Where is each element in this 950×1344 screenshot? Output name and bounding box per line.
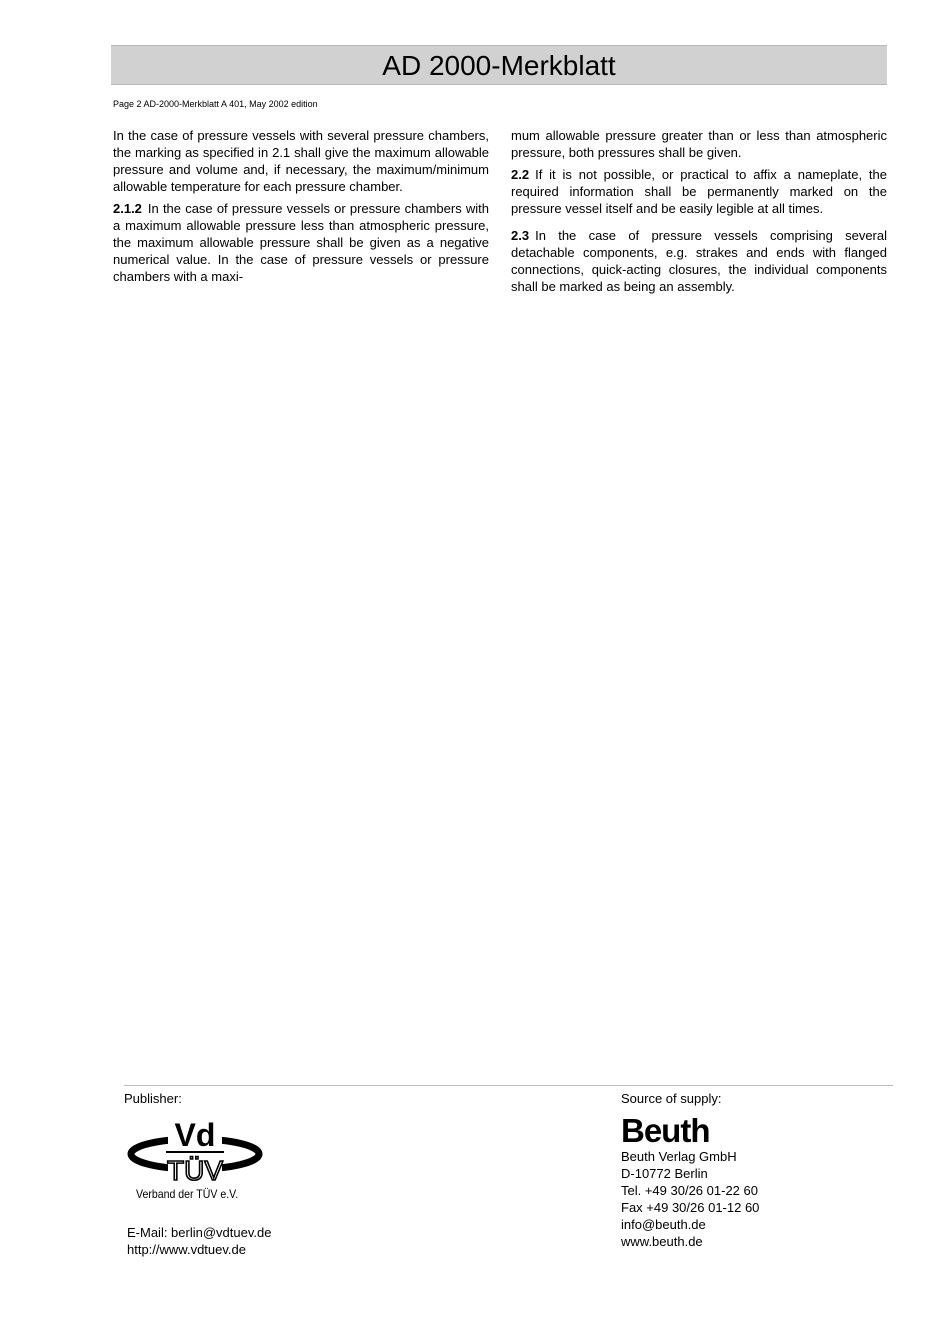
section-2-3 [511, 227, 887, 295]
left-column [113, 127, 489, 290]
section-text: In the case of pressure vessels or pressure chambers with a maximum allowable pressure less than atmospheric pressure, the maximum allowable pressure shall be given as a negative numerical value. In the case of pressure vessels or pressure chambers with a maxi- [113, 201, 489, 284]
publisher-website: http://www.vdtuev.de [127, 1242, 246, 1257]
source-web: www.beuth.de [621, 1234, 703, 1249]
title-bar [111, 45, 887, 85]
right-column [511, 127, 887, 300]
vdtuev-logo [126, 1118, 264, 1186]
publisher-name: Verband der TÜV e.V. [136, 1187, 239, 1201]
source-fax: Fax +49 30/26 01-12 60 [621, 1200, 760, 1215]
section-text: If it is not possible, or practical to affix a nameplate, the required information shall be permanently marked on the pressure vessel itself and be easily legible at all times. [511, 167, 887, 216]
paragraph-continuation: mum allowable pressure greater than or less than atmospheric pressure, both pressures shall be given. [511, 128, 887, 160]
publisher-label: Publisher: [124, 1091, 182, 1106]
beuth-logo: Beuth [621, 1112, 710, 1149]
page-title: AD 2000-Merkblatt [382, 50, 616, 81]
source-email: info@beuth.de [621, 1217, 706, 1232]
paragraph-multi-chamber: In the case of pressure vessels with several pressure chambers, the marking as specified in 2.1 shall give the maximum allowable pressure and volume and, if necessary, the maximum/minimum allowable temperature for each pressure chamber. [113, 128, 489, 194]
logo-tuv-text: TÜV [167, 1155, 223, 1186]
section-text: In the case of pressure vessels comprising several detachable components, e.g. strakes and ends with flanged connections, quick-acting closures, the individual components shall be marked as being an assembly. [511, 228, 887, 294]
source-label: Source of supply: [621, 1091, 722, 1106]
source-tel: Tel. +49 30/26 01-22 60 [621, 1183, 758, 1198]
section-number: 2.3 [511, 228, 530, 243]
source-company: Beuth Verlag GmbH [621, 1149, 737, 1164]
section-2-2 [511, 166, 887, 217]
section-number: 2.1.2 [113, 201, 142, 216]
logo-vd-text: Vd [174, 1118, 216, 1153]
source-address [621, 1148, 759, 1250]
section-number: 2.2 [511, 167, 530, 182]
page-reference: Page 2 AD-2000-Merkblatt A 401, May 2002 edition [113, 99, 318, 109]
source-city: D-10772 Berlin [621, 1166, 708, 1181]
publisher-contact [127, 1224, 271, 1258]
section-2-1-2 [113, 200, 489, 285]
footer-divider [124, 1085, 893, 1086]
publisher-email: E-Mail: berlin@vdtuev.de [127, 1225, 272, 1240]
